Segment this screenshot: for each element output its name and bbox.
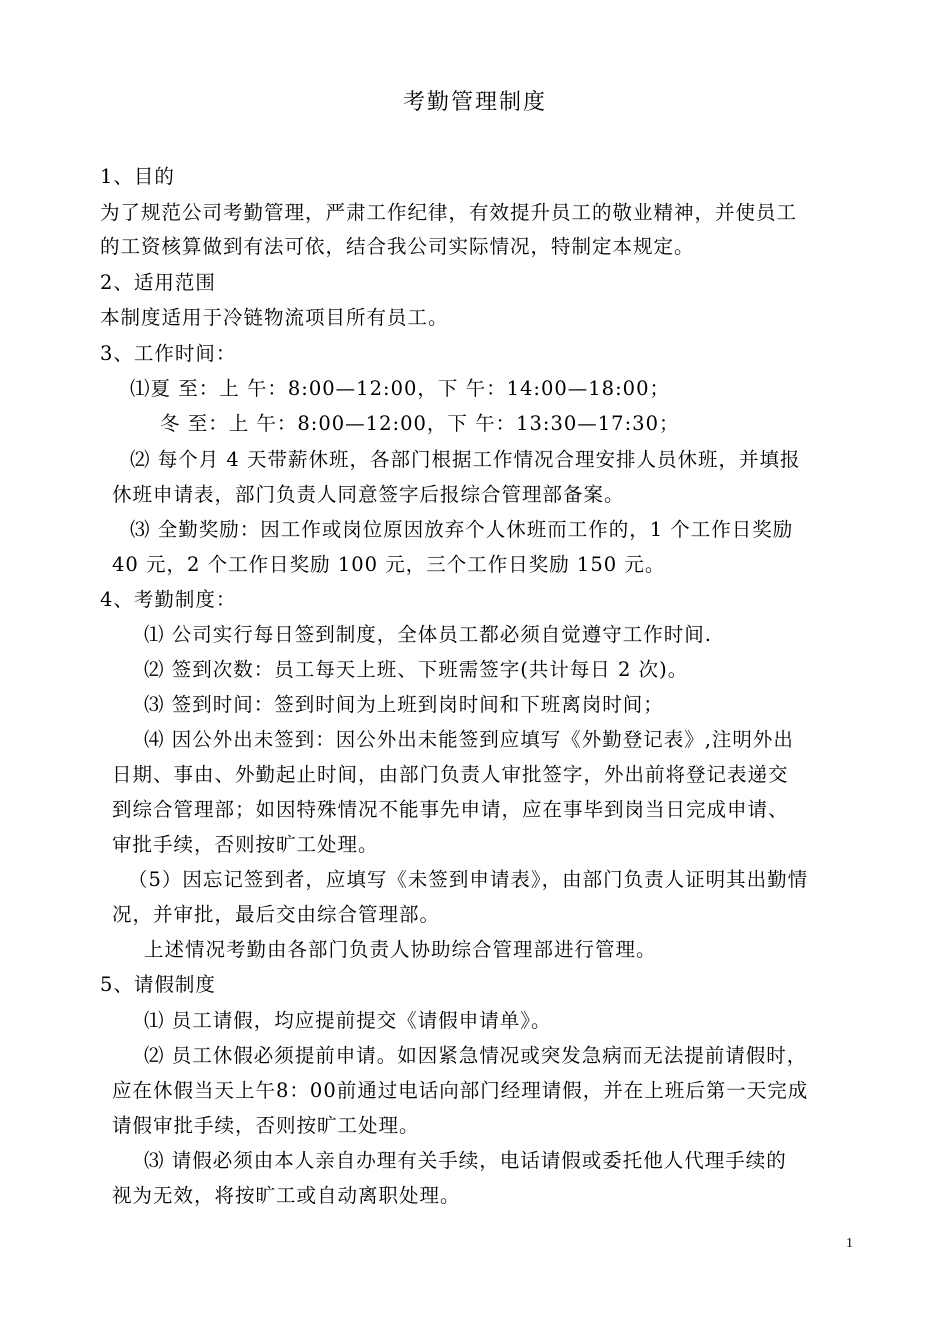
list-item-line: 视为无效，将按旷工或自动离职处理。 <box>112 1184 461 1207</box>
paragraph-line: 的工资核算做到有法可依，结合我公司实际情况，特制定本规定。 <box>100 235 695 258</box>
list-item-line: ⑶ 全勤奖励：因工作或岗位原因放弃个人休班而工作的，1 个工作日奖励 <box>130 518 794 541</box>
list-item-line: ⑴ 员工请假，均应提前提交《请假申请单》。 <box>144 1009 552 1032</box>
list-item-line: 况，并审批，最后交由综合管理部。 <box>112 903 441 926</box>
list-item-line: 到综合管理部；如因特殊情况不能事先申请，应在事毕到岗当日完成申请、 <box>112 798 789 821</box>
list-item-line: 日期、事由、外勤起止时间，由部门负责人审批签字，外出前将登记表递交 <box>112 763 789 786</box>
list-item-line: ⑶ 签到时间：签到时间为上班到岗时间和下班离岗时间； <box>144 693 664 716</box>
section-heading: 3、工作时间： <box>100 342 237 365</box>
paragraph-line: 上述情况考勤由各部门负责人协助综合管理部进行管理。 <box>144 938 657 961</box>
section-heading: 5、请假制度 <box>100 973 216 996</box>
list-item-line: ⑴ 公司实行每日签到制度，全体员工都必须自觉遵守工作时间. <box>144 623 712 646</box>
section-heading: 1、目的 <box>100 165 175 188</box>
list-item-line: 请假审批手续，否则按旷工处理。 <box>112 1114 420 1137</box>
list-item-line: 40 元，2 个工作日奖励 100 元，三个工作日奖励 150 元。 <box>112 553 666 576</box>
page-number: 1 <box>846 1236 853 1251</box>
list-item-line: （5）因忘记签到者，应填写《未签到申请表》，由部门负责人证明其出勤情 <box>128 868 809 891</box>
paragraph-line: 为了规范公司考勤管理，严肃工作纪律，有效提升员工的敬业精神，并使员工 <box>100 201 798 224</box>
list-item-line: 应在休假当天上午8：00前通过电话向部门经理请假，并在上班后第一天完成 <box>112 1079 809 1102</box>
list-item-line: ⑵ 签到次数：员工每天上班、下班需签字(共计每日 2 次)。 <box>144 658 689 681</box>
list-item-line: 审批手续，否则按旷工处理。 <box>112 833 379 856</box>
list-item-line: ⑴夏 至：上 午：8:00—12:00，下 午：14:00—18:00； <box>130 377 670 400</box>
paragraph-line: 本制度适用于冷链物流项目所有员工。 <box>100 306 449 329</box>
list-item-line: ⑶ 请假必须由本人亲自办理有关手续，电话请假或委托他人代理手续的 <box>144 1149 787 1172</box>
section-heading: 4、考勤制度： <box>100 588 237 611</box>
list-item-line: ⑵ 员工休假必须提前申请。如因紧急情况或突发急病而无法提前请假时， <box>144 1044 808 1067</box>
list-item-line: ⑵ 每个月 4 天带薪休班，各部门根据工作情况合理安排人员休班，并填报 <box>130 448 801 471</box>
list-item-line: 休班申请表，部门负责人同意签字后报综合管理部备案。 <box>112 483 625 506</box>
list-item-line: 冬 至：上 午：8:00—12:00，下 午：13:30—17:30； <box>160 412 680 435</box>
section-heading: 2、适用范围 <box>100 271 216 294</box>
document-title: 考勤管理制度 <box>402 90 547 115</box>
list-item-line: ⑷ 因公外出未签到：因公外出未能签到应填写《外勤登记表》,注明外出 <box>144 728 794 751</box>
